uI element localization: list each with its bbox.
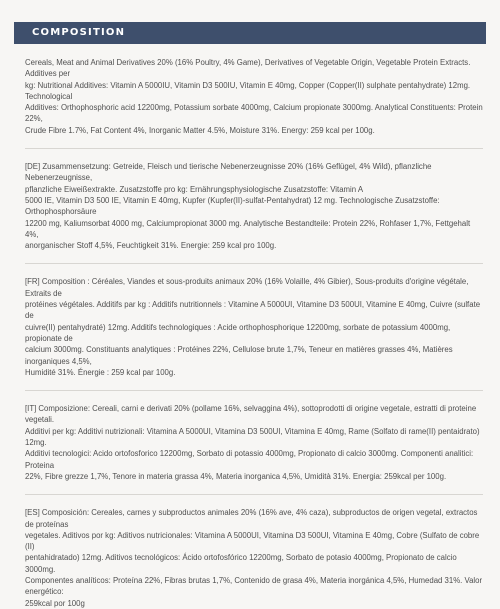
composition-es <box>25 507 483 609</box>
section-divider <box>25 148 483 149</box>
composition-es-line: [ES] Composición: Cereales, carnes y subproductos animales 20% (16% ave, 4% caza), subproductos de origen vegetal, extractos de proteínas <box>25 508 478 529</box>
composition-de-line: 12200 mg, Kaliumsorbat 4000 mg, Calciumpropionat 3000 mg. Analytische Bestandteile: Protein 22%, Rohfaser 1,7%, Fettgehalt 4%, <box>25 218 471 239</box>
composition-de-line: anorganischer Stoff 4,5%, Feuchtigkeit 31%. Energie: 259 kcal pro 100g. <box>25 241 277 251</box>
composition-en-line: Additives: Orthophosphoric acid 12200mg, Potassium sorbate 4000mg, Calcium propionate 3000mg. Analytical Constituents: Protein 22%, <box>25 103 483 124</box>
composition-fr-line: Humidité 31%. Énergie : 259 kcal par 100g. <box>25 367 176 377</box>
composition-it-line: Additivi per kg: Additivi nutrizionali: Vitamina A 5000UI, Vitamina D3 500UI, Vitamina E 40mg, Rame (Solfato di rame(II) pentaidrato) 12mg. <box>25 426 480 448</box>
composition-fr-line: cuivre(II) pentahydraté) 12mg. Additifs technologiques : Acide orthophosphorique 12200mg, sorbate de potassium 4000mg, propionate de <box>25 322 451 343</box>
composition-en-line: Cereals, Meat and Animal Derivatives 20% (16% Poultry, 4% Game), Derivatives of Vegetable Origin, Vegetable Protein Extracts. Additives per <box>25 58 471 79</box>
composition-de-line: 5000 IE, Vitamin D3 500 IE, Vitamin E 40mg, Kupfer (Kupfer(II)-sulfat-Pentahydrat) 12 mg. Technologische Zusatzstoffe: Orthophosphorsäure <box>25 195 440 217</box>
composition-content <box>25 57 483 609</box>
composition-de <box>25 161 483 251</box>
composition-es-line: 259kcal por 100g <box>25 598 85 608</box>
section-divider <box>25 390 483 391</box>
composition-de-line: [DE] Zusammensetzung: Getreide, Fleisch und tierische Nebenerzeugnisse 20% (16% Geflügel, 4% Wild), pflanzliche Nebenerzeugnisse, <box>25 162 432 183</box>
composition-es-line: pentahidratado) 12mg. Aditivos tecnológicos: Ácido ortofosfórico 12200mg, Sorbato de potasio 4000mg, Propionato de calcio 3000mg. <box>25 553 457 574</box>
composition-fr <box>25 276 483 378</box>
composition-es-line: Componentes analíticos: Proteína 22%, Fibras brutas 1,7%, Contenido de grasa 4%, Materia inorgánica 4,5%, Humedad 31%. Valor energético: <box>25 575 483 597</box>
composition-it-line: 22%, Fibre grezze 1,7%, Tenore in materia grassa 4%, Materia inorganica 4,5%, Umidità 31%. Energia: 259kcal per 100g. <box>25 471 447 481</box>
composition-it-line: Additivi tecnologici: Acido ortofosforico 12200mg, Sorbato di potassio 4000mg, Propionato di calcio 3000mg. Componenti analitici: Proteina <box>25 449 474 470</box>
section-divider <box>25 263 483 264</box>
composition-en-line: Crude Fibre 1.7%, Fat Content 4%, Inorganic Matter 4.5%, Moisture 31%. Energy: 259 kcal per 100g. <box>25 125 375 135</box>
composition-en-line: kg: Nutritional Additives: Vitamin A 5000IU, Vitamin D3 500IU, Vitamin E 40mg, Copper (Copper(II) sulphate pentahydrate) 12mg. Technological <box>25 80 471 101</box>
composition-de-line: pflanzliche Eiweißextrakte. Zusatzstoffe pro kg: Ernährungsphysiologische Zusatzstoffe: Vitamin A <box>25 184 364 194</box>
composition-title: COMPOSITION <box>32 27 126 38</box>
composition-fr-line: calcium 3000mg. Constituants analytiques : Protéines 22%, Cellulose brute 1,7%, Teneur en matières grasses 4%, Matières inorganiques 4,5%, <box>25 345 453 366</box>
composition-en <box>25 57 483 136</box>
section-divider <box>25 494 483 495</box>
composition-fr-line: [FR] Composition : Céréales, Viandes et sous-produits animaux 20% (16% Volaille, 4% Gibier), Sous-produits d'origine végétale, Extraits de <box>25 277 469 298</box>
composition-it <box>25 403 483 482</box>
composition-it-line: [IT] Composizione: Cereali, carni e derivati 20% (pollame 16%, selvaggina 4%), sottoprodotti di origine vegetale, estratti di proteine vegetali. <box>25 404 477 425</box>
composition-fr-line: protéines végétales. Additifs par kg : Additifs nutritionnels : Vitamine A 5000UI, Vitamine D3 500UI, Vitamine E 40mg, Cuivre (sulfate de <box>25 300 481 321</box>
composition-header-bar <box>14 22 486 44</box>
composition-es-line: vegetales. Aditivos por kg: Aditivos nutricionales: Vitamina A 5000UI, Vitamina D3 500UI, Vitamina E 40mg, Cobre (Sulfato de cobre (II) <box>25 530 480 552</box>
